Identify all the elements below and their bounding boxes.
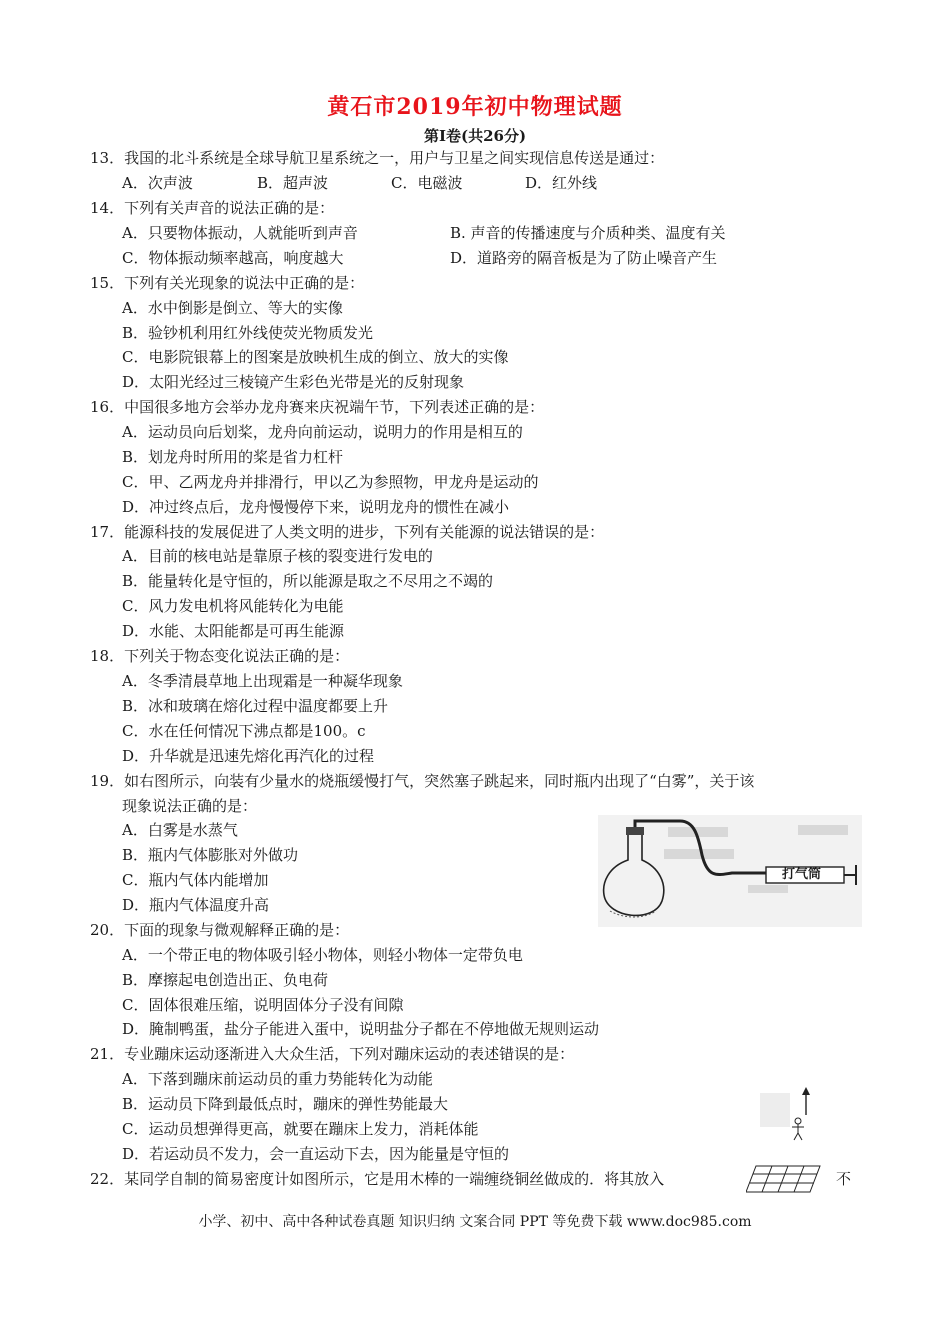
question-22-stem: 22．某同学自制的简易密度计如图所示，它是用木棒的一端缠绕铜丝做成的．将其放入 (90, 1170, 665, 1188)
question-20-option-d: D．腌制鸭蛋，盐分子能进入蛋中，说明盐分子都在不停地做无规则运动 (122, 1020, 600, 1038)
question-14-option-c: C．物体振动频率越高，响度越大 (122, 249, 344, 267)
question-16-option-d: D．冲过终点后，龙舟慢慢停下来，说明龙舟的惯性在减小 (122, 498, 510, 516)
question-15-option-b: B．验钞机利用红外线使荧光物质发光 (122, 324, 374, 342)
question-18-option-b: B．冰和玻璃在熔化过程中温度都要上升 (122, 697, 389, 715)
grid-figure (746, 1164, 822, 1194)
question-19-stem-line-1: 19．如右图所示，向装有少量水的烧瓶缓慢打气，突然塞子跳起来，同时瓶内出现了“白雾”，关于该 (90, 772, 755, 790)
page-footer: 小学、初中、高中各种试卷真题 知识归纳 文案合同 PPT 等免费下载 www.doc985.com (198, 1214, 752, 1230)
question-16-option-a: A．运动员向后划桨，龙舟向前运动，说明力的作用是相互的 (122, 423, 523, 441)
question-13-option-a: A．次声波 (122, 174, 193, 192)
question-19-option-c: C．瓶内气体内能增加 (122, 871, 269, 889)
trampoline-figure (760, 1085, 840, 1145)
pump-label: 打气筒 (782, 867, 822, 882)
question-14-option-b: B. 声音的传播速度与介质种类、温度有关 (450, 224, 726, 242)
question-18-option-d: D．升华就是迅速先熔化再汽化的过程 (122, 747, 375, 765)
question-16-option-b: B．划龙舟时所用的桨是省力杠杆 (122, 448, 344, 466)
question-17-option-d: D．水能、太阳能都是可再生能源 (122, 622, 345, 640)
question-19-stem-line-2: 现象说法正确的是： (122, 797, 258, 815)
question-15-option-d: D．太阳光经过三棱镜产生彩色光带是光的反射现象 (122, 373, 465, 391)
question-18-option-a: A．冬季清晨草地上出现霜是一种凝华现象 (122, 672, 403, 690)
question-15-option-a: A．水中倒影是倒立、等大的实像 (122, 299, 343, 317)
flask-pump-figure (598, 815, 862, 927)
question-14-stem: 14．下列有关声音的说法正确的是： (90, 199, 335, 217)
question-14-option-a: A．只要物体振动，人就能听到声音 (122, 224, 358, 242)
question-13-option-b: B．超声波 (257, 174, 329, 192)
question-21-option-a: A．下落到蹦床前运动员的重力势能转化为动能 (122, 1070, 433, 1088)
question-13-option-d: D．红外线 (525, 174, 598, 192)
question-22-tail: 不 (836, 1170, 852, 1188)
question-18-stem: 18．下列关于物态变化说法正确的是： (90, 647, 350, 665)
question-20-stem: 20．下面的现象与微观解释正确的是： (90, 921, 350, 939)
question-21-option-d: D．若运动员不发力，会一直运动下去，因为能量是守恒的 (122, 1145, 510, 1163)
question-15-stem: 15．下列有关光现象的说法中正确的是： (90, 274, 365, 292)
question-17-stem: 17．能源科技的发展促进了人类文明的进步，下列有关能源的说法错误的是： (90, 523, 605, 541)
question-16-option-c: C．甲、乙两龙舟并排滑行，甲以乙为参照物，甲龙舟是运动的 (122, 473, 539, 491)
question-19-option-b: B．瓶内气体膨胀对外做功 (122, 846, 299, 864)
question-19-option-d: D．瓶内气体温度升高 (122, 896, 270, 914)
question-17-option-b: B．能量转化是守恒的，所以能源是取之不尽用之不竭的 (122, 572, 494, 590)
question-13-option-c: C．电磁波 (391, 174, 463, 192)
question-21-stem: 21．专业蹦床运动逐渐进入大众生活，下列对蹦床运动的表述错误的是： (90, 1045, 575, 1063)
question-16-stem: 16．中国很多地方会举办龙舟赛来庆祝端午节，下列表述正确的是： (90, 398, 545, 416)
question-18-option-c: C．水在任何情况下沸点都是100。c (122, 722, 366, 740)
section-subtitle: 第Ⅰ卷(共26分) (423, 127, 527, 145)
question-21-option-b: B．运动员下降到最低点时，蹦床的弹性势能最大 (122, 1095, 449, 1113)
question-21-option-c: C．运动员想弹得更高，就要在蹦床上发力，消耗体能 (122, 1120, 479, 1138)
question-13-stem: 13．我国的北斗系统是全球导航卫星系统之一，用户与卫星之间实现信息传送是通过： (90, 149, 665, 167)
question-19-option-a: A．白雾是水蒸气 (122, 821, 238, 839)
question-20-option-c: C．固体很难压缩，说明固体分子没有间隙 (122, 996, 404, 1014)
question-20-option-b: B．摩擦起电创造出正、负电荷 (122, 971, 329, 989)
question-14-option-d: D．道路旁的隔音板是为了防止噪音产生 (450, 249, 718, 267)
question-17-option-c: C．风力发电机将风能转化为电能 (122, 597, 344, 615)
question-20-option-a: A．一个带正电的物体吸引轻小物体，则轻小物体一定带负电 (122, 946, 523, 964)
page-title: 黄石市2019年初中物理试题 (327, 94, 623, 120)
question-15-option-c: C．电影院银幕上的图案是放映机生成的倒立、放大的实像 (122, 348, 509, 366)
question-17-option-a: A．目前的核电站是靠原子核的裂变进行发电的 (122, 547, 433, 565)
